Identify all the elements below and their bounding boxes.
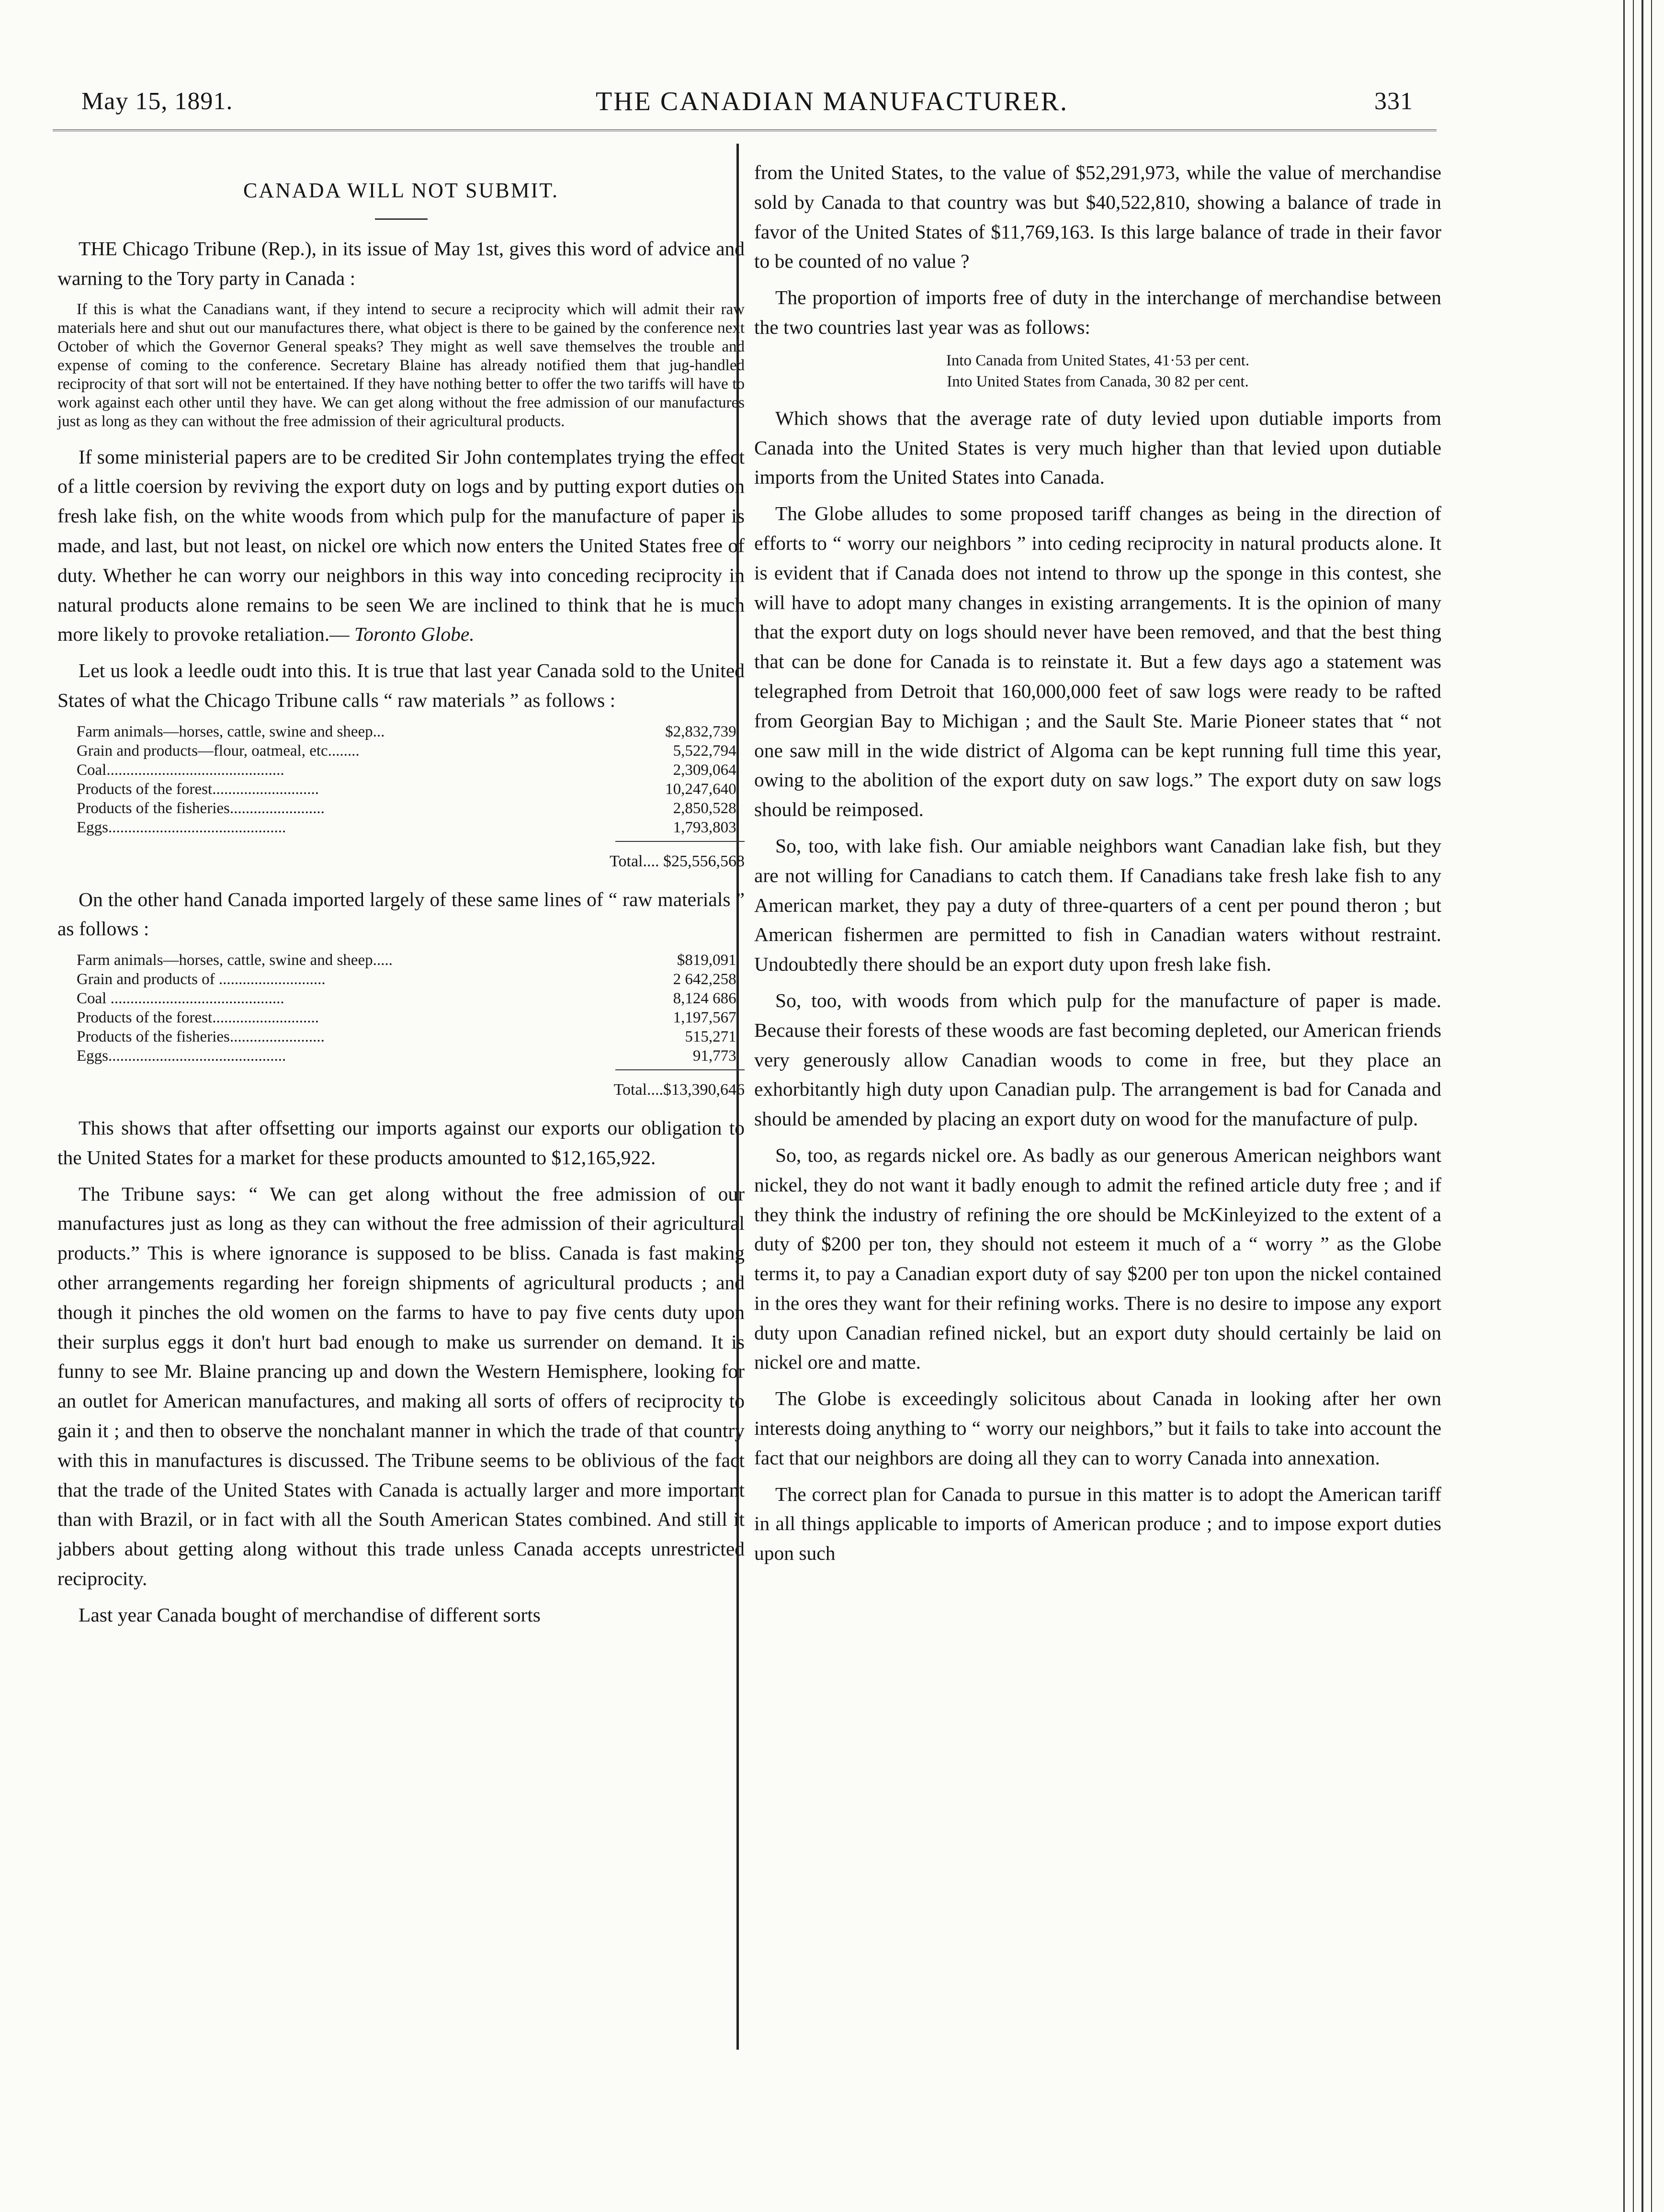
table-row: [77, 1046, 736, 1066]
globe-quote-text: If some ministerial papers are to be credited Sir John contemplates trying the effect of a little coersion by reviving the export duty on logs and by putting export duties on fresh lake fish, on the white woods from which pulp for the manufacture of paper is made, and last, but not least, on nickel ore which now enters the United States free of duty. Whether he can worry our neighbors in this way into conceding reciprocity in natural products alone remains to be seen We are inclined to think that he is much more likely to provoke retaliation.—: [57, 445, 745, 646]
binding-edge-line: [1641, 0, 1643, 2212]
binding-edge-line: [1651, 0, 1652, 2212]
left-column: [57, 158, 745, 1637]
publication-title: THE CANADIAN MANUFACTURER.: [596, 87, 1068, 116]
row-label: Coal ............................................: [77, 990, 284, 1008]
row-amount: 2,309,064: [673, 761, 736, 779]
woods-paragraph: So, too, with woods from which pulp for the manufacture of paper is made. Because their forests of these woods are fast becoming depleted, our American friends very generously allow Canadian woods to come in free, but they place an exhorbitantly high duty upon Canadian pulp. The arrangement is bad for Canada and should be amended by placing an export duty on wood for the manufacture of pulp.: [754, 989, 1441, 1130]
binding-edge-line: [1623, 0, 1625, 2212]
globe-alludes-paragraph: The Globe alludes to some proposed tariff changes as being in the direction of efforts to “ worry our neighbors ” into ceding reciprocity in natural products alone. It is evident that if Canada does not intend to throw up the sponge in this contest, she will have to adopt many changes in existing arrangements. It is the opinion of many that the export duty on logs should never have been removed, and that the best thing that can be done for Canada is to reinstate it. But a few days ago a statement was telegraphed from Detroit that 160,000,000 feet of saw logs were ready to be rafted from Georgian Bay to Michigan ; and the Sault Ste. Marie Pioneer states that “ not one saw mill in the wide district of Algoma can be kept running full time this year, owing to the abolition of the export duty on saw logs.” The export duty on saw logs should be reimposed.: [754, 502, 1441, 821]
proportion-paragraph: The proportion of imports free of duty in the interchange of merchandise between the two countries last year was as follows:: [754, 286, 1441, 338]
solicitous-paragraph: The Globe is exceedingly solicitous about Canada in looking after her own interests doing anything to “ worry our neighbors,” but it fails to take into account the fact that our neighbors are doing all they can to worry Canada into annexation.: [754, 1387, 1441, 1469]
row-label: Products of the fisheries........................: [77, 799, 325, 817]
row-label: Farm animals—horses, cattle, swine and sheep...: [77, 723, 385, 740]
row-amount: $2,832,739: [665, 723, 736, 740]
row-label: Grain and products of ...........................: [77, 971, 326, 988]
table-row: [77, 970, 736, 989]
row-amount: $819,091: [677, 952, 736, 969]
row-label: Eggs.............................................: [77, 818, 286, 836]
exports-table: [77, 722, 736, 837]
table-row: [77, 989, 736, 1008]
row-amount: 8,124 686: [673, 990, 736, 1008]
tribune-says-paragraph: The Tribune says: “ We can get along without the free admission of our manufactures just as long as they can without the free admission of their agricultural products.” This is where ignorance is supposed to be bliss. Canada is fast making other arrangements regarding her foreign shipments of agricultural products ; and though it pinches the old women on the farms to have to pay five cents duty upon their surplus eggs it don't hurt bad enough to make us surrender on demand. It is funny to see Mr. Blaine prancing up and down the Western Hemisphere, looking for an outlet for American manufactures, and making all sorts of offers of reciprocity to gain it ; and then to observe the nonchalant manner in which the trade of that country with this in manufactures is discussed. The Tribune seems to be oblivious of the fact that the trade of the United States with Canada is actually larger and more important than with Brazil, or in fact with all the South American States combined. And still it jabbers about getting along without this trade unless Canada accepts unrestricted reciprocity.: [57, 1182, 745, 1589]
nickel-paragraph: So, too, as regards nickel ore. As badly as our generous American neighbors want nickel, they do not want it badly enough to admit the refined article duty free ; and if they think the industry of refining the ore should be McKinleyized to the extent of a duty of $200 per ton, they should not esteem it much of a “ worry ” as the Globe terms it, to pay a Canadian export duty of say $200 per ton upon the nickel contained in the ores they want for their refining works. There is no desire to impose any export duty upon Canadian refined nickel, but an export duty should certainly be laid on nickel ore and matte.: [754, 1144, 1441, 1373]
pct-into-united-states: Into United States from Canada, 30 82 per cent.: [947, 373, 1249, 390]
intro-paragraph: THE Chicago Tribune (Rep.), in its issue of May 1st, gives this word of advice and warning to the Tory party in Canada :: [57, 238, 745, 289]
globe-quote-paragraph: [57, 442, 745, 650]
imports-table: [77, 951, 736, 1066]
row-amount: 10,247,640: [665, 780, 736, 798]
row-amount: 91,773: [692, 1047, 736, 1065]
table-row: [77, 799, 736, 818]
pct-into-canada: Into Canada from United States, 41·53 per cent.: [946, 352, 1250, 369]
tribune-quote: [57, 300, 745, 431]
imports-total: Total....$13,390,646: [613, 1081, 745, 1099]
row-amount: 2,850,528: [673, 799, 736, 817]
continued-paragraph: from the United States, to the value of $52,291,973, while the value of merchandise sold by Canada to that country was but $40,522,810, showing a balance of trade in favor of the United States of $11,769,163. Is this large balance of trade in their favor to be counted of no value ?: [754, 161, 1441, 272]
row-amount: 1,793,803: [673, 818, 736, 836]
table-row: [77, 741, 736, 760]
tribune-quote-text: If this is what the Canadians want, if they intend to secure a reciprocity which will admit their raw materials here and shut out our manufactures there, what object is there to be gained by the conference next October of which the Governor General speaks? They might as well save themselves the trouble and expense of coming to the conference. Secretary Blaine has already notified them that jug-handled reciprocity of that sort will not be entertained. If they have nothing better to offer the two tariffs will have to work against each other until they have. We can get along without the free admission of our manufactures just as long as they can without the free admission of their agricultural products.: [57, 300, 745, 430]
row-amount: 5,522,794: [673, 742, 736, 760]
which-shows-paragraph: Which shows that the average rate of duty levied upon dutiable imports from Canada into the United States is very much higher than that levied upon dutiable imports from the United States into Canada.: [754, 407, 1441, 488]
leedle-paragraph: Let us look a leedle oudt into this. It is true that last year Canada sold to the United States of what the Chicago Tribune calls “ raw materials ” as follows :: [57, 659, 745, 711]
row-label: Products of the forest...........................: [77, 1009, 319, 1027]
table-row: [77, 722, 736, 741]
table-row: [77, 780, 736, 799]
table-row: [77, 1027, 736, 1046]
table-row: [77, 818, 736, 837]
issue-date: May 15, 1891.: [81, 88, 233, 115]
lake-fish-paragraph: So, too, with lake fish. Our amiable neighbors want Canadian lake fish, but they are not willing for Canadians to catch them. If Canadians take fresh lake fish to any American market, they pay a duty of three-quarters of a cent per pound theron ; but American fishermen are permitted to fish in Canadian waters without restraint. Undoubtedly there should be an export duty upon fresh lake fish.: [754, 834, 1441, 976]
header-rule: [53, 129, 1437, 131]
binding-edge-line: [1633, 0, 1634, 2212]
table-row: [77, 760, 736, 780]
row-amount: 2 642,258: [673, 971, 736, 988]
row-label: Eggs.............................................: [77, 1047, 286, 1065]
imports-total-rule: [615, 1069, 745, 1070]
row-label: Grain and products—flour, oatmeal, etc........: [77, 742, 360, 760]
article-heading: CANADA WILL NOT SUBMIT.: [243, 179, 559, 202]
other-hand-paragraph: On the other hand Canada imported largely of these same lines of “ raw materials ” as follows :: [57, 888, 745, 940]
exports-total-rule: [615, 841, 745, 842]
table-row: [77, 1008, 736, 1027]
row-amount: 1,197,567: [673, 1009, 736, 1027]
row-label: Products of the forest...........................: [77, 780, 319, 798]
row-label: Products of the fisheries........................: [77, 1028, 325, 1046]
exports-total: Total.... $25,556,568: [610, 852, 745, 870]
heading-rule: [375, 218, 428, 220]
row-label: Coal.............................................: [77, 761, 284, 779]
duty-free-percentages: [754, 350, 1441, 392]
row-amount: 515,271: [685, 1028, 736, 1046]
correct-plan-paragraph: The correct plan for Canada to pursue in this matter is to adopt the American tariff in all things applicable to imports of American produce ; and to impose export duties upon such: [754, 1483, 1441, 1565]
this-shows-paragraph: This shows that after offsetting our imports against our exports our obligation to the United States for a market for these products amounted to $12,165,922.: [57, 1116, 745, 1168]
table-row: [77, 951, 736, 970]
globe-source: Toronto Globe.: [354, 623, 475, 646]
last-year-paragraph: Last year Canada bought of merchandise of different sorts: [79, 1603, 541, 1626]
right-column: [754, 158, 1441, 1575]
row-label: Farm animals—horses, cattle, swine and sheep.....: [77, 952, 393, 969]
page-number: 331: [1374, 88, 1413, 115]
